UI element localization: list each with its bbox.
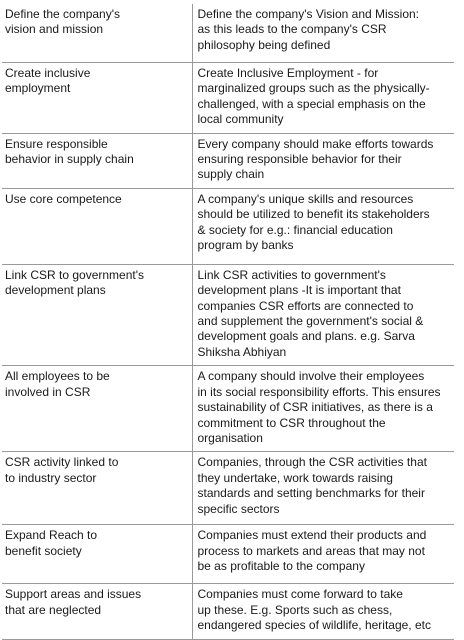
- description-cell: [192, 4, 454, 63]
- description-cell: [192, 584, 454, 639]
- description-text: A company's unique skills and resources should be utilized to benefit its stakeholders & society for e.g.: financial education program by banks: [197, 191, 430, 253]
- strategy-cell: [2, 133, 192, 188]
- description-text: Companies, through the CSR activities that they undertake, work towards raising standards and setting benchmarks for their specific sectors: [197, 455, 427, 516]
- strategy-text: CSR activity linked to to industry sector: [5, 455, 119, 485]
- table-row: [2, 133, 454, 188]
- strategy-cell: [2, 525, 192, 584]
- strategy-text: Create inclusive employment: [5, 66, 91, 96]
- table-row: [2, 4, 454, 63]
- description-cell: [192, 63, 454, 134]
- strategy-cell: [2, 264, 192, 365]
- strategy-text: Support areas and issues that are neglected: [5, 587, 142, 617]
- strategy-cell: [2, 584, 192, 639]
- description-cell: [192, 452, 454, 525]
- description-text: Link CSR activities to government's development plans -It is important that companies CSR efforts are connected to and supplement the government's social & development goals and plans. e.g. Sarva Shiksha Abhiyan: [197, 267, 424, 359]
- strategy-cell: [2, 452, 192, 525]
- csr-table: [2, 4, 454, 640]
- strategy-text: Link CSR to government's development plans: [5, 267, 145, 298]
- description-cell: [192, 366, 454, 452]
- strategy-text: All employees to be involved in CSR: [5, 369, 110, 399]
- description-cell: [192, 264, 454, 365]
- table-row: [2, 264, 454, 365]
- strategy-cell: [2, 4, 192, 63]
- strategy-text: Expand Reach to benefit society: [5, 528, 98, 558]
- description-text: Every company should make efforts towards ensuring responsible behavior for their supply chain: [197, 136, 434, 182]
- table-row: [2, 525, 454, 584]
- strategy-cell: [2, 63, 192, 134]
- strategy-text: Ensure responsible behavior in supply chain: [5, 136, 134, 167]
- description-cell: [192, 525, 454, 584]
- table-row: [2, 452, 454, 525]
- table-row: [2, 584, 454, 639]
- table-row: [2, 366, 454, 452]
- description-text: Create Inclusive Employment - for marginalized groups such as the physically- challenged, with a special emphasis on the local community: [197, 66, 430, 127]
- strategy-cell: [2, 366, 192, 452]
- strategy-text: Define the company's vision and mission: [5, 7, 121, 37]
- table-row: [2, 188, 454, 264]
- strategy-text: Use core competence: [5, 191, 122, 206]
- description-cell: [192, 188, 454, 264]
- table-row: [2, 63, 454, 134]
- strategy-cell: [2, 188, 192, 264]
- description-text: Companies must come forward to take up these. E.g. Sports such as chess, endangered species of wildlife, heritage, etc: [197, 587, 431, 633]
- description-text: Companies must extend their products and process to markets and areas that may not be as profitable to the company: [197, 528, 427, 574]
- description-cell: [192, 133, 454, 188]
- description-text: Define the company's Vision and Mission: as this leads to the company's CSR philosophy being defined: [197, 7, 420, 52]
- description-text: A company should involve their employees in its social responsibility efforts. This ensures sustainability of CSR initiatives, as there is a commitment to CSR throughout the organisation: [197, 369, 441, 445]
